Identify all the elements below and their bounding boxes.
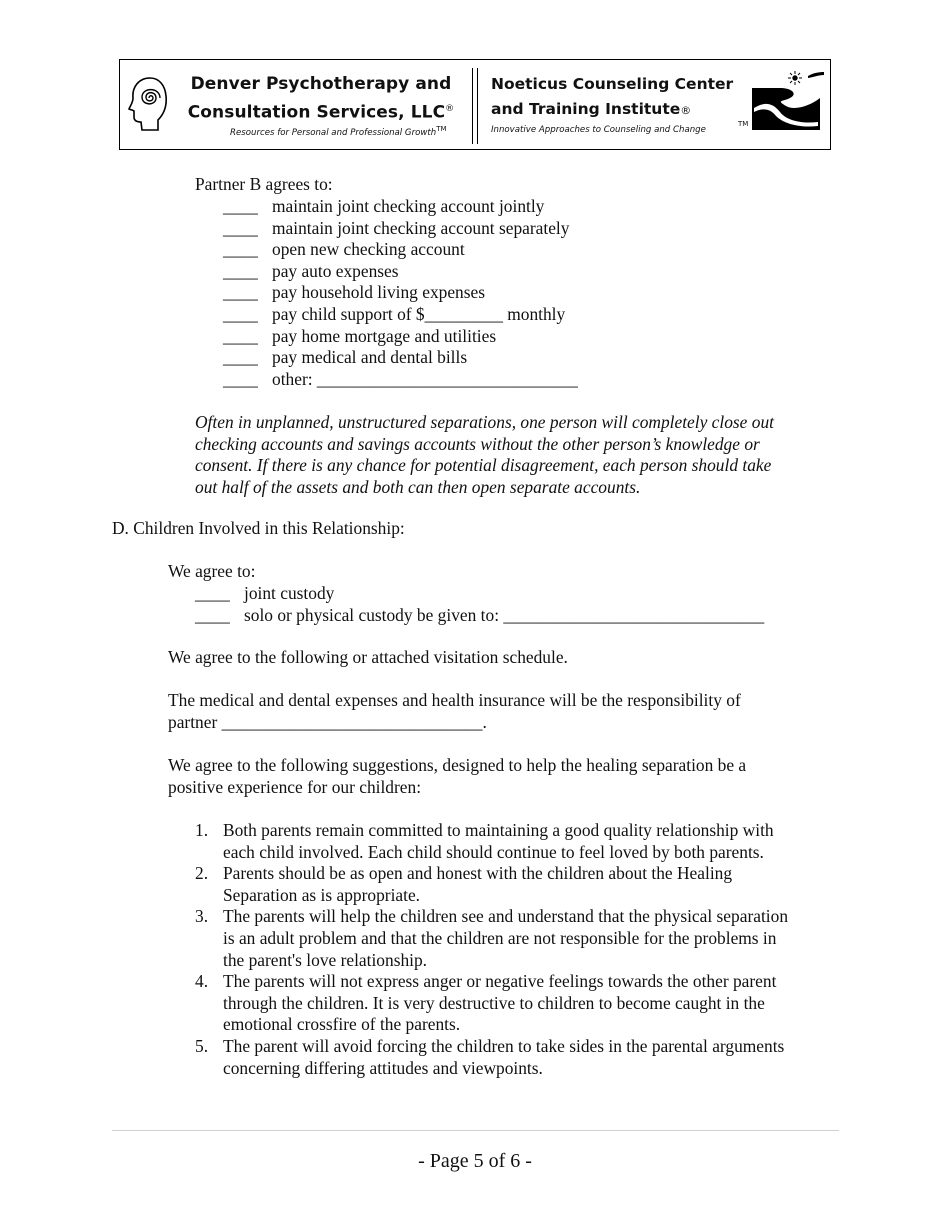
suggestion-number: 5. <box>195 1036 209 1056</box>
left-org-line1: Denver Psychotherapy and <box>190 74 452 94</box>
right-reg-mark: ® <box>680 104 692 117</box>
custody-item: solo or physical custody be given to: ______________________________ <box>244 604 765 625</box>
partner-b-item: maintain joint checking account jointly <box>272 196 545 216</box>
partner-b-heading: Partner B agrees to: <box>195 174 333 194</box>
suggestions-intro-line-1: We agree to the following suggestions, designed to help the healing separation be a <box>168 755 747 775</box>
suggestion-line: each child involved. Each child should continue to feel loved by both parents. <box>223 841 764 862</box>
partner-b-item: pay household living expenses <box>272 282 486 303</box>
custody-agree-heading: We agree to: <box>168 561 256 581</box>
check-blank: ____ <box>223 260 258 281</box>
partner-b-item: pay child support of $_________ monthly <box>272 304 566 324</box>
partner-b-item: pay medical and dental bills <box>272 347 468 368</box>
section-d-heading: D. Children Involved in this Relationship: <box>112 518 405 538</box>
check-blank: ____ <box>223 196 258 216</box>
partner-b-item: pay auto expenses <box>272 260 399 281</box>
note-line: out half of the assets and both can then open separate accounts. <box>195 476 641 497</box>
suggestion-line: concerning differing attitudes and viewpoints. <box>223 1057 543 1078</box>
header-divider <box>472 68 478 144</box>
suggestion-line: The parents will not express anger or negative feelings towards the other parent <box>223 971 777 992</box>
medical-line-1: The medical and dental expenses and health insurance will be the responsibility of <box>168 690 741 710</box>
suggestion-line: The parent will avoid forcing the children to take sides in the parental arguments <box>223 1036 785 1056</box>
left-tm-mark: TM <box>436 125 447 133</box>
right-org-line2: and Training Institute <box>491 100 681 118</box>
suggestion-line: Separation as is appropriate. <box>223 884 421 905</box>
custody-item: joint custody <box>244 583 335 603</box>
partner-b-item: pay home mortgage and utilities <box>272 325 497 346</box>
right-org-line1: Noeticus Counseling Center <box>491 75 734 93</box>
noeticus-path-logo-icon <box>750 68 824 130</box>
note-line: checking accounts and savings accounts without the other person’s knowledge or <box>195 433 760 454</box>
note-line: Often in unplanned, unstructured separations, one person will completely close out <box>195 412 774 432</box>
head-spiral-logo-icon <box>128 74 168 134</box>
letterhead <box>119 59 831 150</box>
right-tm-mark: TM <box>738 120 749 128</box>
custody-blank: ____ <box>195 604 230 625</box>
suggestion-line: is an adult problem and that the children are not responsible for the problems in <box>223 928 777 948</box>
partner-b-item: maintain joint checking account separately <box>272 217 570 238</box>
partner-b-item: other: ______________________________ <box>272 368 578 389</box>
suggestion-line: the parent's love relationship. <box>223 949 428 970</box>
visitation-statement: We agree to the following or attached visitation schedule. <box>168 647 568 667</box>
medical-line-2: partner ______________________________. <box>168 712 487 732</box>
left-org-name <box>176 72 466 126</box>
check-blank: ____ <box>223 239 258 260</box>
partner-b-item: open new checking account <box>272 239 465 260</box>
suggestion-number: 1. <box>195 820 209 840</box>
check-blank: ____ <box>223 368 258 389</box>
suggestion-number: 2. <box>195 863 209 884</box>
check-blank: ____ <box>223 347 258 368</box>
right-tagline: Innovative Approaches to Counseling and Change <box>491 125 706 135</box>
note-line: consent. If there is any chance for potential disagreement, each person should take <box>195 455 772 476</box>
suggestion-line: Both parents remain committed to maintaining a good quality relationship with <box>223 820 774 840</box>
suggestion-line: Parents should be as open and honest with the children about the Healing <box>223 863 733 884</box>
page-number: - Page 5 of 6 - <box>418 1150 532 1172</box>
suggestion-line: emotional crossfire of the parents. <box>223 1014 461 1035</box>
right-org-name <box>491 72 733 123</box>
left-reg-mark: ® <box>445 104 455 114</box>
left-org-line2: Consultation Services, LLC <box>187 102 446 123</box>
suggestion-line: through the children. It is very destructive to children to become caught in the <box>223 992 765 1013</box>
suggestions-intro-line-2: positive experience for our children: <box>168 777 422 797</box>
check-blank: ____ <box>223 217 258 238</box>
check-blank: ____ <box>223 304 258 324</box>
check-blank: ____ <box>223 282 258 303</box>
suggestion-number: 3. <box>195 906 209 927</box>
left-tagline: Resources for Personal and Professional Growth™ <box>230 125 447 138</box>
footer-divider <box>112 1130 839 1131</box>
custody-blank: ____ <box>195 583 230 603</box>
check-blank: ____ <box>223 325 258 346</box>
suggestion-number: 4. <box>195 971 209 992</box>
suggestion-line: The parents will help the children see and understand that the physical separation <box>223 906 789 927</box>
